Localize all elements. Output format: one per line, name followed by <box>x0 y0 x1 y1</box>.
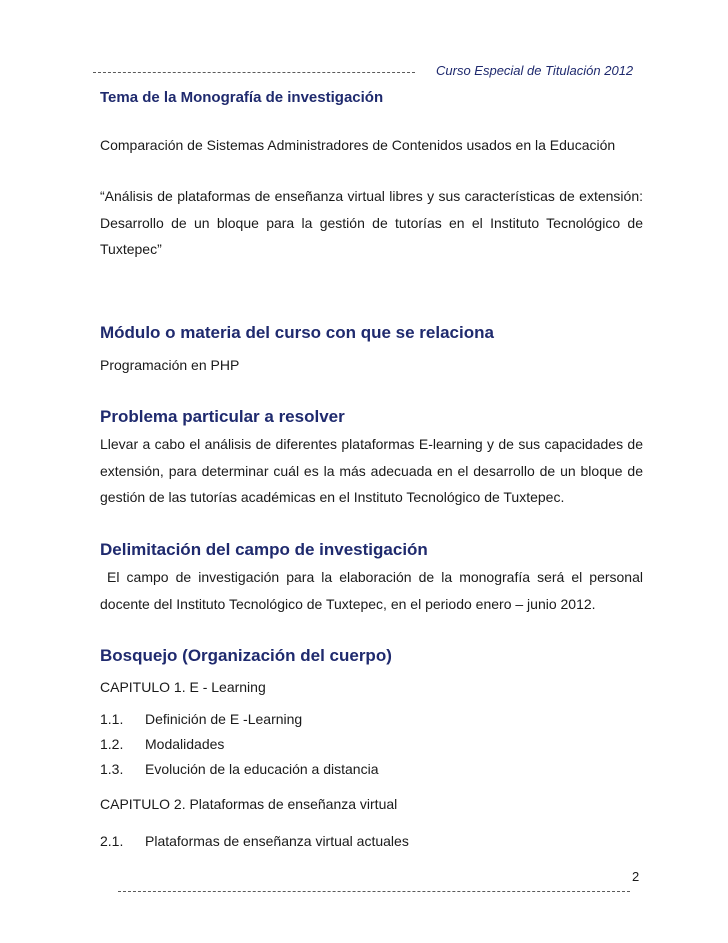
chapter-2-title: CAPITULO 2. Plataformas de enseñanza virtual <box>100 796 398 812</box>
list-item: Evolución de la educación a distancia <box>145 761 379 777</box>
header-rule <box>93 72 415 73</box>
tema-heading: Tema de la Monografía de investigación <box>100 89 384 106</box>
tema-subtitle: Comparación de Sistemas Administradores de Contenidos usados en la Educación <box>100 137 616 153</box>
list-item-number: 2.1. <box>100 833 124 849</box>
running-header: Curso Especial de Titulación 2012 <box>436 63 634 78</box>
delimitacion-text: El campo de investigación para la elaboración de la monografía será el personal docente del Instituto Tecnológico de Tuxtepec, en el periodo enero – junio 2012. <box>100 569 647 612</box>
tema-title-quote: “Análisis de plataformas de enseñanza virtual libres y sus características de extensión: Desarrollo de un bloque para la gestión de tutorías en el Instituto Tecnológico de Tuxtepec” <box>100 188 643 257</box>
list-item: Modalidades <box>145 736 225 752</box>
problema-text: Llevar a cabo el análisis de diferentes plataformas E-learning y de sus capacidades de extensión, para determinar cuál es la más adecuada en el desarrollo de un bloque de gestión de las tutorías académicas en el Instituto Tecnológico de Tuxtepec. <box>100 436 643 505</box>
bosquejo-heading: Bosquejo (Organización del cuerpo) <box>100 646 392 665</box>
chapter-1-title: CAPITULO 1. E - Learning <box>100 679 266 695</box>
page-number: 2 <box>632 869 640 884</box>
list-item: Definición de E -Learning <box>145 711 303 727</box>
footer-rule <box>118 891 630 892</box>
list-item-number: 1.1. <box>100 711 124 727</box>
delimitacion-heading: Delimitación del campo de investigación <box>100 540 428 559</box>
list-item: Plataformas de enseñanza virtual actuales <box>145 833 409 849</box>
problema-heading: Problema particular a resolver <box>100 407 345 426</box>
list-item-number: 1.3. <box>100 761 124 777</box>
modulo-heading: Módulo o materia del curso con que se relaciona <box>100 323 494 342</box>
list-item-number: 1.2. <box>100 736 124 752</box>
modulo-text: Programación en PHP <box>100 357 240 373</box>
